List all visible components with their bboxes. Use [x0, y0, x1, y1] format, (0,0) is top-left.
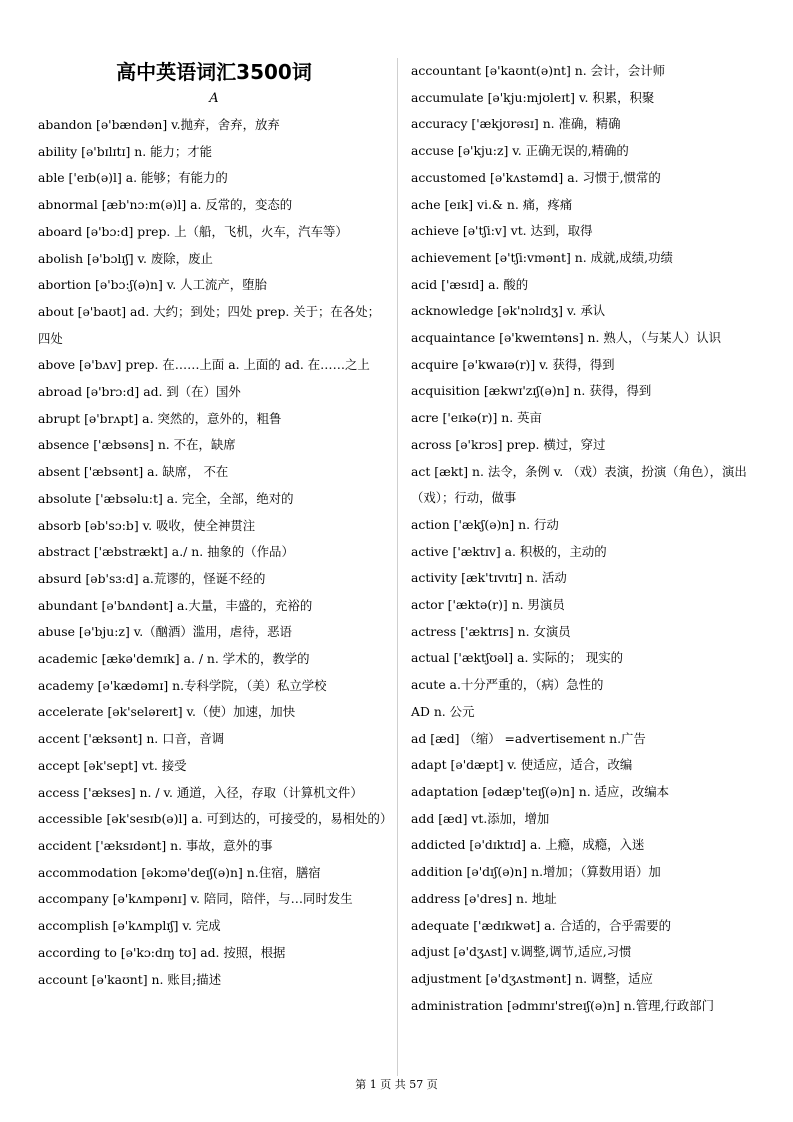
vocab-entry: accompany [ə'kʌmpənɪ] v. 陪同，陪伴，与…同时发生	[38, 891, 353, 907]
vocab-entry: academy [ə'kædəmɪ] n.专科学院，（美）私立学校	[38, 677, 327, 693]
vocab-entry: accuracy ['ækjʊrəsɪ] n. 准确，精确	[411, 116, 621, 132]
right-entry-list	[411, 58, 767, 1019]
vocab-entry: absent ['æbsənt] a. 缺席， 不在	[38, 464, 229, 480]
vocab-entry: accomplish [ə'kʌmplɪʃ] v. 完成	[38, 918, 221, 934]
vocab-entry: AD n. 公元	[411, 703, 475, 719]
vocab-entry: acquire [ə'kwaɪə(r)] v. 获得，得到	[411, 356, 615, 372]
vocab-entry: abstract ['æbstrækt] a./ n. 抽象的（作品）	[38, 544, 294, 560]
vocab-entry: add [æd] vt.添加，增加	[411, 810, 550, 826]
vocab-entry: adjust [ə'dʒʌst] v.调整,调节,适应,习惯	[411, 944, 632, 960]
column-divider	[397, 58, 398, 1076]
vocab-entry: ability [ə'bɪlɪtɪ] n. 能力；才能	[38, 143, 213, 159]
vocab-entry: adaptation [ədæp'teɪʃ(ə)n] n. 适应，改编本	[411, 783, 670, 799]
section-letter: A	[209, 91, 219, 106]
vocab-entry: adjustment [ə'dʒʌstmənt] n. 调整，适应	[411, 970, 653, 986]
vocab-entry: actor ['æktə(r)] n. 男演员	[411, 597, 565, 613]
vocab-entry: ad [æd] （缩） =advertisement n.广告	[411, 730, 646, 746]
vocab-entry: abundant [ə'bʌndənt] a.大量，丰盛的，充裕的	[38, 597, 313, 613]
vocab-entry: able ['eɪb(ə)l] a. 能够；有能力的	[38, 170, 228, 186]
vocab-entry: activity [æk'tɪvɪtɪ] n. 活动	[411, 570, 567, 586]
vocab-entry: academic [ækə'demɪk] a. / n. 学术的，教学的	[38, 651, 310, 667]
vocab-entry: abolish [ə'bɔlɪʃ] v. 废除，废止	[38, 250, 213, 266]
vocab-entry: about [ə'baʊt] ad. 大约；到处；四处 prep. 关于；在各处；四处	[38, 303, 380, 346]
vocab-entry: acid ['æsɪd] a. 酸的	[411, 276, 529, 292]
page-footer: 第 1 页 共 57 页	[355, 1078, 438, 1091]
vocab-entry: aboard [ə'bɔ:d] prep. 上（船，飞机，火车，汽车等）	[38, 223, 348, 239]
vocab-entry: abuse [ə'bju:z] v.（酗酒）滥用，虐待，恶语	[38, 624, 292, 640]
vocab-entry: accommodation [əkɔmə'deɪʃ(ə)n] n.住宿，膳宿	[38, 864, 321, 880]
vocab-entry: abortion [ə'bɔ:ʃ(ə)n] v. 人工流产，堕胎	[38, 277, 267, 293]
vocab-entry: addition [ə'dɪʃ(ə)n] n.增加；（算数用语）加	[411, 864, 661, 880]
vocab-entry: accelerate [ək'seləreɪt] v.（使）加速，加快	[38, 704, 296, 720]
vocab-entry: actual ['æktʃʊəl] a. 实际的； 现实的	[411, 650, 624, 666]
vocab-entry: actress ['æktrɪs] n. 女演员	[411, 623, 571, 639]
vocab-entry: accessible [ək'sesɪb(ə)l] a. 可到达的，可接受的，易相处的）	[38, 811, 393, 827]
right-column	[411, 58, 767, 1019]
vocab-entry: accuse [ə'kju:z] v. 正确无误的,精确的	[411, 143, 629, 159]
vocab-entry: accustomed [ə'kʌstəmd] a. 习惯于,惯常的	[411, 169, 661, 185]
vocab-entry: abandon [ə'bændən] v.抛弃，舍弃，放弃	[38, 117, 280, 132]
left-entry-list	[38, 112, 393, 993]
vocab-entry: adequate ['ædɪkwət] a. 合适的，合乎需要的	[411, 917, 671, 933]
vocab-entry: address [ə'dres] n. 地址	[411, 890, 557, 906]
left-column	[38, 58, 393, 993]
vocab-entry: above [ə'bʌv] prep. 在……上面 a. 上面的 ad. 在……之上	[38, 357, 370, 373]
vocab-entry: absorb [əb'sɔ:b] v. 吸收，使全神贯注	[38, 517, 256, 533]
vocab-entry: acute a.十分严重的，（病）急性的	[411, 677, 604, 693]
vocab-entry: achieve [ə'tʃi:v] vt. 达到，取得	[411, 223, 593, 239]
vocab-entry: absurd [əb'sɜ:d] a.荒谬的，怪诞不经的	[38, 570, 266, 586]
vocab-entry: according to [ə'kɔ:dɪŋ tʊ] ad. 按照，根据	[38, 944, 286, 960]
vocab-entry: accident ['æksɪdənt] n. 事故，意外的事	[38, 837, 273, 853]
vocab-entry: accent ['æksənt] n. 口音，音调	[38, 731, 225, 747]
vocab-entry: absolute ['æbsəlu:t] a. 完全，全部，绝对的	[38, 490, 294, 506]
vocab-entry: addicted [ə'dɪktɪd] a. 上瘾，成瘾，入迷	[411, 837, 645, 853]
vocab-entry: account [ə'kaʊnt] n. 账目;描述	[38, 971, 222, 987]
vocab-entry: adapt [ə'dæpt] v. 使适应，适合，改编	[411, 757, 633, 773]
vocab-entry: abrupt [ə'brʌpt] a. 突然的，意外的，粗鲁	[38, 410, 282, 426]
vocab-entry: acre ['eɪkə(r)] n. 英亩	[411, 410, 542, 426]
vocab-entry: across [ə'krɔs] prep. 横过，穿过	[411, 436, 606, 452]
vocab-entry: accumulate [ə'kju:mjʊleɪt] v. 积累，积聚	[411, 89, 655, 105]
vocab-entry: acquisition [ækwɪ'zɪʃ(ə)n] n. 获得，得到	[411, 383, 652, 399]
vocab-entry: achievement [ə'tʃi:vmənt] n. 成就,成绩,功绩	[411, 249, 673, 265]
vocab-entry: act [ækt] n. 法令，条例 v. （戏）表演，扮演（角色），演出（戏）；行动，做事	[411, 463, 747, 506]
vocab-entry: accountant [ə'kaʊnt(ə)nt] n. 会计，会计师	[411, 63, 665, 78]
vocab-entry: administration [ədmɪnɪ'streɪʃ(ə)n] n.管理,行政部门	[411, 997, 714, 1013]
vocab-entry: access ['ækses] n. / v. 通道，入径，存取（计算机文件）	[38, 784, 363, 800]
vocab-entry: abroad [ə'brɔ:d] ad. 到（在）国外	[38, 384, 241, 400]
page-title: 高中英语词汇3500词	[116, 60, 312, 84]
vocab-entry: action ['ækʃ(ə)n] n. 行动	[411, 516, 559, 532]
vocab-entry: acknowledge [ək'nɔlɪdʒ] v. 承认	[411, 303, 606, 319]
vocab-entry: acquaintance [ə'kweɪntəns] n. 熟人，（与某人）认识	[411, 330, 722, 346]
vocab-entry: absence ['æbsəns] n. 不在，缺席	[38, 437, 236, 453]
vocab-entry: abnormal [æb'nɔ:m(ə)l] a. 反常的，变态的	[38, 197, 293, 213]
vocab-entry: ache [eɪk] vi.& n. 痛，疼痛	[411, 196, 573, 212]
vocab-entry: accept [ək'sept] vt. 接受	[38, 757, 187, 773]
vocab-entry: active ['æktɪv] a. 积极的，主动的	[411, 543, 607, 559]
